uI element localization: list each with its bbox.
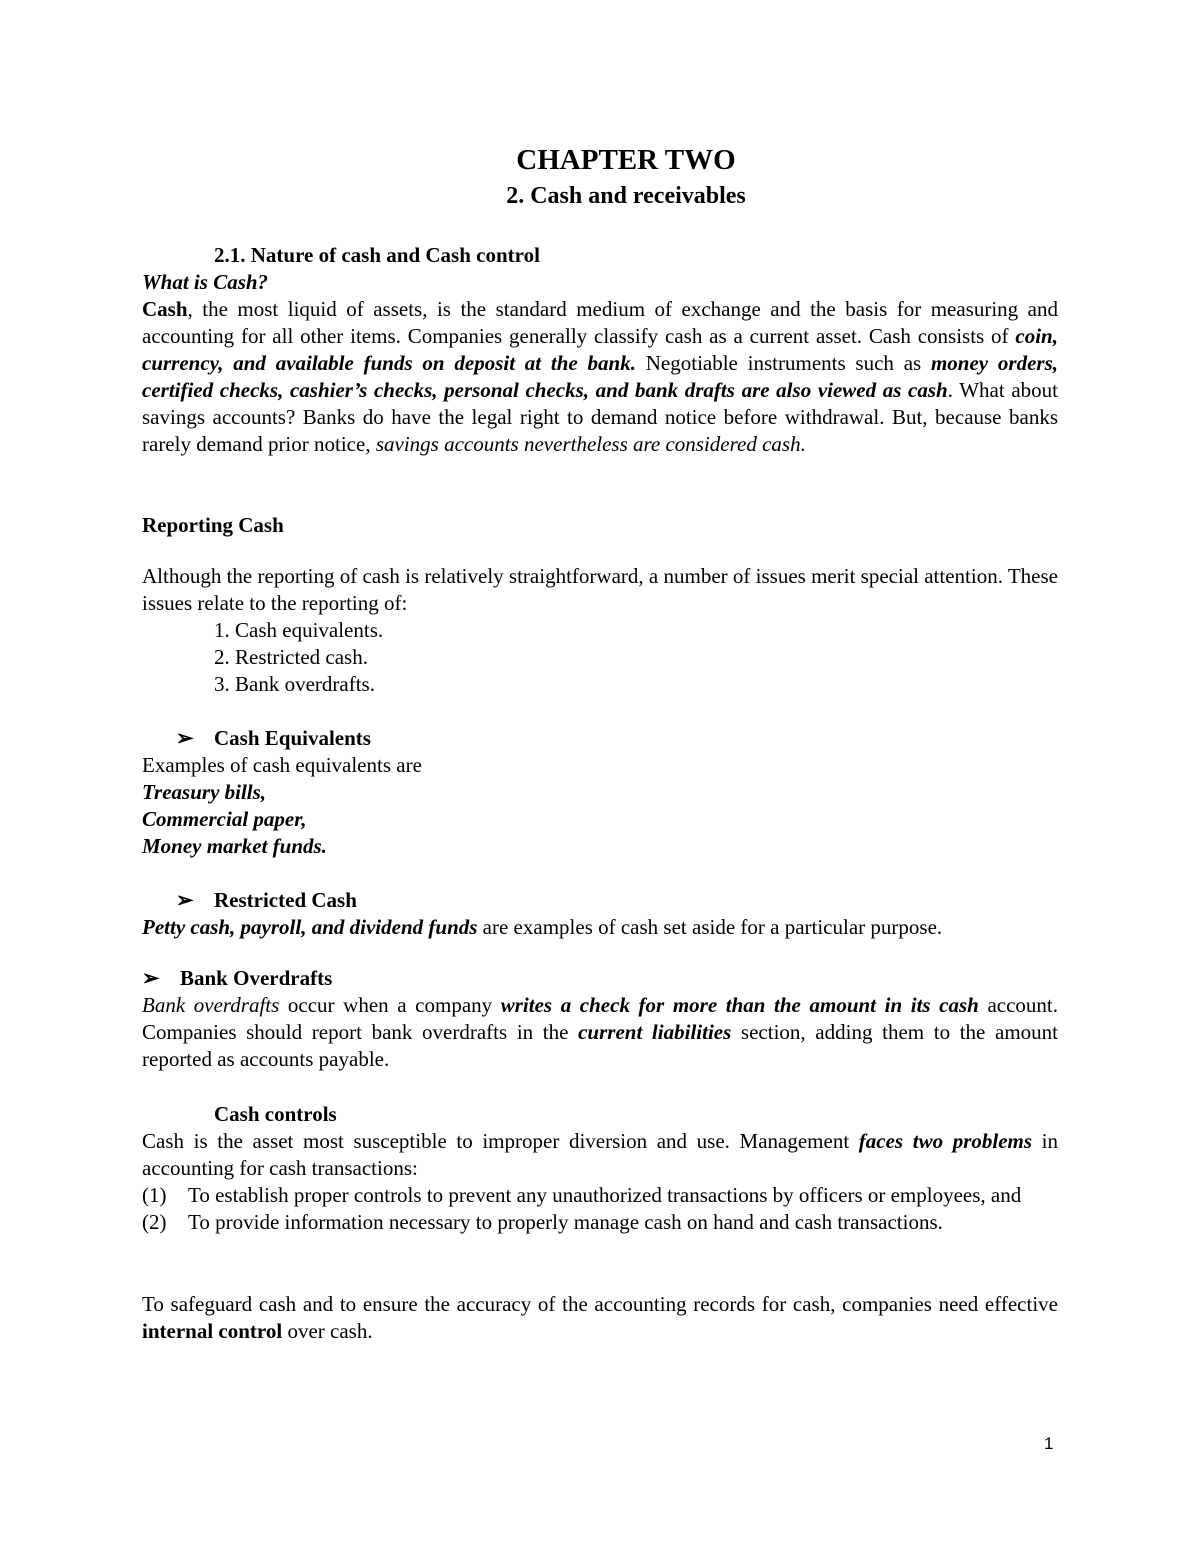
numbered-item [142,1182,1058,1209]
emphasis-run: faces two problems [858,1129,1033,1153]
text-run: , the most liquid of assets, is the standard medium of exchange and the basis for measuring and accounting for all other items. Companies generally classify cash as a current asset. Cash consists of [142,297,1058,348]
emphasis-run: coin, currency, and available funds on deposit at the bank. [142,324,1058,375]
reporting-intro: Although the reporting of cash is relatively straightforward, a number of issues merit special attention. These issues relate to the reporting of: [142,564,1058,615]
text-run: Negotiable instruments such as [635,351,931,375]
list-item: Treasury bills, [142,780,267,804]
question-heading: What is Cash? [142,270,269,294]
emphasis-run: writes a check for more than the amount in its cash [500,993,979,1017]
cash-equivalents-section [142,725,1058,860]
section-2-1 [142,242,1058,458]
section-title: 2. Cash and receivables [506,183,746,209]
reporting-cash-section [142,563,1058,698]
list-item: Commercial paper, [142,807,307,831]
arrow-bullet-icon: ➢ [176,888,194,912]
text-run: To safeguard cash and to ensure the accuracy of the accounting records for cash, companies need effective [142,1292,1058,1316]
bank-overdrafts-heading: Bank Overdrafts [180,966,333,990]
item-number: (1) [142,1183,167,1207]
closing-paragraph [142,1291,1058,1345]
list-item: 2. Restricted cash. [214,645,368,669]
text-run: occur when a company [279,993,501,1017]
bank-overdrafts-heading-line [142,965,1058,992]
emphasis-run: Petty cash, payroll, and dividend funds [142,915,478,939]
arrow-bullet-icon: ➢ [176,726,194,750]
text-run: in accounting for cash transactions: [142,1129,1058,1180]
list-item: Money market funds. [142,834,327,858]
bold-run: internal control [142,1319,283,1343]
chapter-title: CHAPTER TWO [516,144,736,176]
restricted-cash-section [142,887,1058,941]
list-item: 3. Bank overdrafts. [214,672,375,696]
restricted-cash-heading: Restricted Cash [214,888,357,912]
cash-controls-paragraph [142,1128,1058,1182]
cash-controls-heading: Cash controls [214,1102,337,1126]
reporting-cash-heading: Reporting Cash [142,513,284,537]
italic-run: savings accounts nevertheless are considered cash. [375,432,806,456]
term-cash: Cash [142,297,188,321]
text-run: account. Companies should report bank overdrafts in the [142,993,1059,1044]
equivalents-intro: Examples of cash equivalents are [142,753,422,777]
bank-overdrafts-section [142,965,1058,1073]
bank-overdrafts-paragraph [142,992,1058,1073]
cash-equivalents-heading-line [142,725,1058,752]
item-text: To provide information necessary to properly manage cash on hand and cash transactions. [188,1210,943,1234]
emphasis-run: money orders, certified checks, cashier’s checks, personal checks, and bank drafts are also viewed as cash [142,351,1058,402]
page-number: 1 [1044,1434,1054,1453]
item-number: (2) [142,1210,167,1234]
list-item: 1. Cash equivalents. [214,618,384,642]
text-run: . What about savings accounts? Banks do have the legal right to demand notice before withdrawal. But, because banks rarely demand prior notice, [142,378,1058,456]
cash-equivalents-heading: Cash Equivalents [214,726,371,750]
emphasis-run: current liabilities [578,1020,732,1044]
text-run: over cash. [282,1319,373,1343]
closing-paragraph-block [142,1291,1058,1345]
restricted-cash-heading-line [142,887,1058,914]
cash-definition-paragraph [142,296,1058,458]
text-run: Cash is the asset most susceptible to improper diversion and use. Management [142,1129,859,1153]
item-text: To establish proper controls to prevent any unauthorized transactions by officers or employees, and [188,1183,1022,1207]
subsection-heading: 2.1. Nature of cash and Cash control [214,243,540,267]
restricted-cash-text [142,914,1058,941]
italic-run: Bank overdrafts [142,993,280,1017]
arrow-bullet-icon: ➢ [142,966,160,990]
numbered-item [142,1209,1058,1236]
reporting-cash-heading-block [142,512,1058,539]
cash-controls-section [142,1101,1058,1236]
text-run: are examples of cash set aside for a particular purpose. [477,915,943,939]
text-run: section, adding them to the amount reported as accounts payable. [142,1020,1059,1071]
